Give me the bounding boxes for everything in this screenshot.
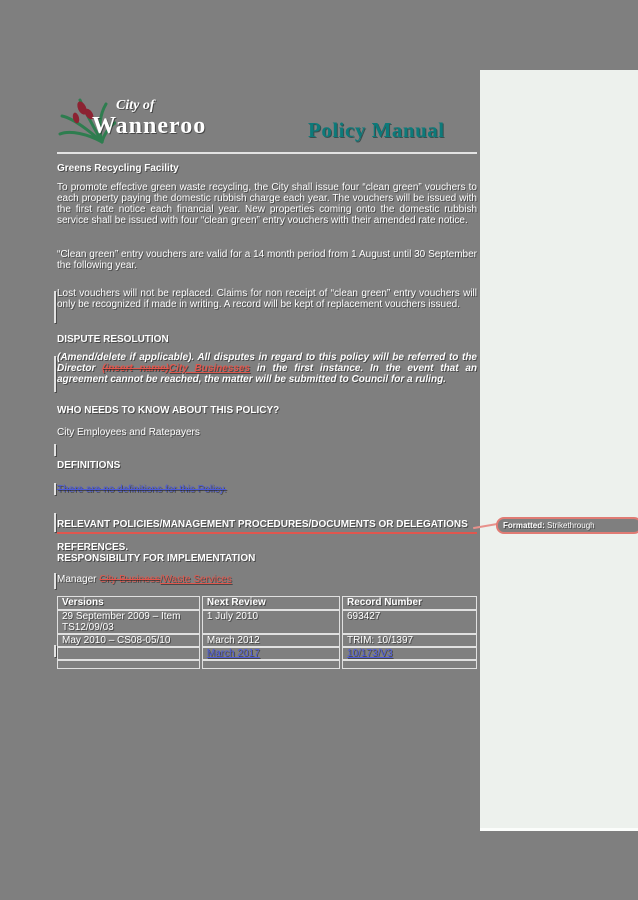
balloon-label: Formatted: [503,521,545,530]
table-row [57,634,477,647]
dispute-text-pre: (Amend/delete if applicable). All disputes in regard to this policy will be referred to the Director [57,352,477,374]
document-title: Greens Recycling Facility [57,163,179,174]
cell-version-2010: May 2010 – CS08-05/10 [57,634,200,647]
change-bar [54,573,56,589]
markup-margin-panel [480,70,638,831]
logo-text-wanneroo: Wanneroo [92,113,207,139]
heading-responsibility: RESPONSIBILITY FOR IMPLEMENTATION [57,553,256,564]
column-header-next-review: Next Review [202,596,340,610]
heading-definitions: DEFINITIONS [57,460,121,471]
cell-empty [342,660,477,669]
heading-who-needs-to-know: WHO NEEDS TO KNOW ABOUT THIS POLICY? [57,405,280,416]
column-header-record-number: Record Number [342,596,477,610]
cell-empty [202,660,340,669]
paragraph-lost-vouchers: Lost vouchers will not be replaced. Claims for non receipt of “clean green” entry vouchers will only be recognized if made in writing. A record will be kept of replacement vouchers issued. [57,288,477,310]
cell-record-693427: 693427 [342,610,477,634]
table-row [57,660,477,669]
cell-empty [57,660,200,669]
column-header-versions: Versions [57,596,200,610]
manager-text-pre: Manager [57,574,100,585]
city-of-wanneroo-logo [58,94,298,152]
change-bar [54,291,56,323]
table-header-row [57,596,477,610]
heading-references: REFERENCES. [57,542,129,553]
tracked-deletion-insert-name: (insert name) [102,363,169,374]
paragraph-definitions [57,484,477,495]
table-row [57,647,477,660]
change-bar [54,645,56,657]
versions-table [55,596,479,669]
paragraph-manager-responsible [57,574,477,585]
heading-dispute-resolution: DISPUTE RESOLUTION [57,334,169,345]
table-row [57,610,477,634]
logo-text-city-of: City of [116,98,155,113]
cell-review-2010: 1 July 2010 [202,610,340,634]
cell-version-2009: 29 September 2009 – Item TS12/09/03 [57,610,200,634]
cell-version-empty [57,647,200,660]
balloon-value: Strikethrough [544,521,595,530]
cell-review-2012: March 2012 [202,634,340,647]
formatted-change-balloon[interactable] [496,517,638,534]
paragraph-vouchers-issue: To promote effective green waste recycling, the City shall issue four “clean green” vouchers to each property paying the domestic rubbish charge each year. The vouchers will be issued with the first rate notice each financial year. New properties coming onto the domestic rubbish service shall be issued with four “clean green” entry vouchers with their amended rate notice. [57,182,477,226]
policy-manual-title: Policy Manual [308,118,445,142]
dispute-text-post: in the first instance. In the event that an agreement cannot be reached, the matter will be submitted to Council for a ruling. [57,363,477,385]
change-bar [54,483,56,495]
cell-record-inserted: 10/173/V3 [342,647,477,660]
heading-relevant-policies: RELEVANT POLICIES/MANAGEMENT PROCEDURES/DOCUMENTS OR DELEGATIONS [57,519,477,534]
change-bar [54,444,56,456]
paragraph-dispute-resolution [57,352,477,385]
header-rule [57,152,477,154]
paragraph-voucher-validity: “Clean green” entry vouchers are valid for a 14 month period from 1 August until 30 September the following year. [57,249,477,271]
paragraph-who-needs-to-know: City Employees and Ratepayers [57,427,200,438]
change-bar [54,513,56,532]
tracked-deletion-city-business: City Business [99,574,160,585]
tracked-insertion-city-businesses: City Businesses [168,363,251,374]
tracked-deletion-no-definitions: There are no definitions for this Policy. [57,484,227,495]
cell-review-2017-inserted: March 2017 [202,647,340,660]
tracked-insertion-waste-services: /Waste Services [159,574,232,585]
change-bar [54,356,56,392]
cell-record-trim: TRIM: 10/1397 [342,634,477,647]
